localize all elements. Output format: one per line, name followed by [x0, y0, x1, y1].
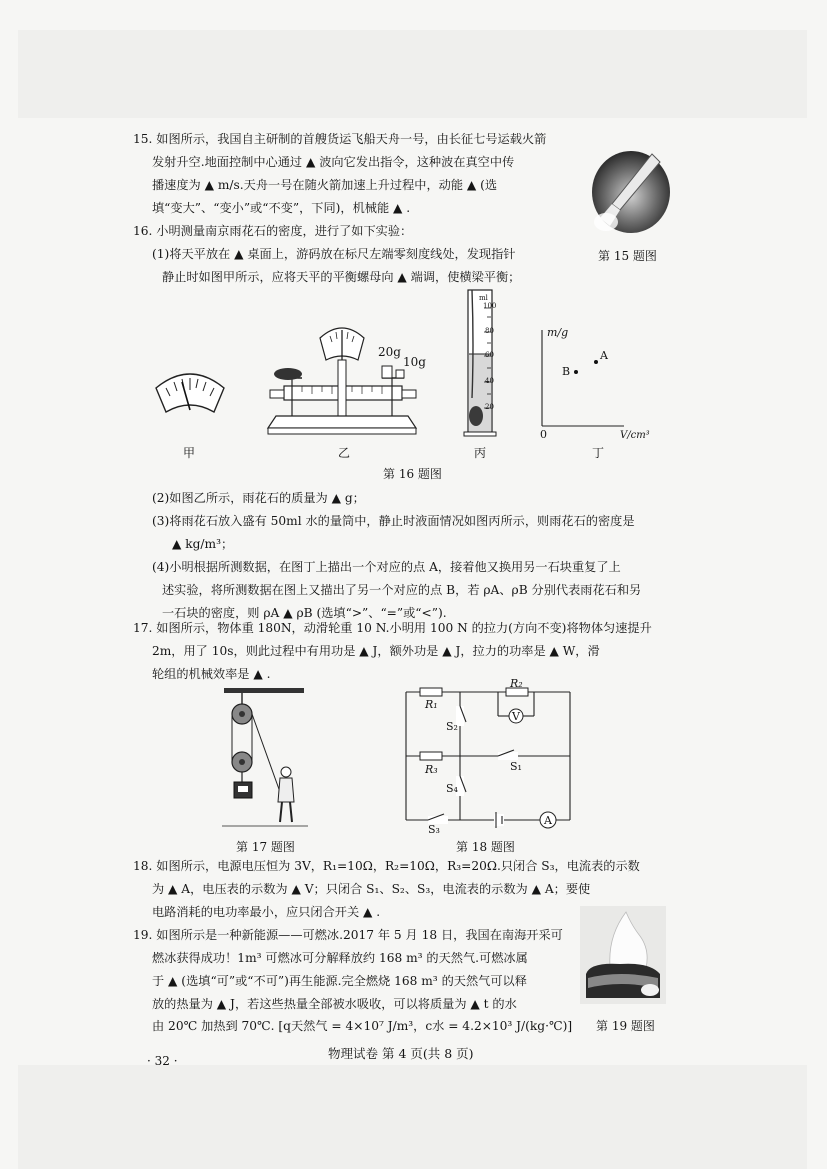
q16-line-9: 一石块的密度，则 ρA ▲ ρB (选填“>”、“=”或“<”). [162, 606, 447, 620]
fig18-s4-label: S₄ [446, 782, 458, 795]
q16-line-7: (4)小明根据所测数据，在图丁上描出一个对应的点 A，接着他又换用另一石块重复了上 [152, 560, 621, 574]
fig18-voltmeter-label: V [512, 710, 520, 723]
fig16-graph-ylabel: m/g [547, 326, 569, 339]
fig16-tick-60: 60 [485, 351, 494, 359]
fig19-caption: 第 19 题图 [596, 1019, 655, 1033]
fig16-weight-20g: 20g [378, 345, 401, 359]
fig16-graph-point-a: A [600, 349, 608, 362]
q16-line-8: 述实验，将所测数据在图上又描出了另一个对应的点 B，若 ρA、ρB 分别代表雨花石和另 [162, 583, 642, 597]
q18-line-3: 电路消耗的电功率最小，应只闭合开关 ▲ . [152, 905, 381, 919]
fig16-weight-10g: 10g [403, 355, 426, 369]
q16-line-6: ▲ kg/m³； [172, 537, 234, 551]
fig18-s1-label: S₁ [510, 760, 522, 773]
fig16-label-bing: 丙 [474, 446, 487, 460]
fig15-caption: 第 15 题图 [598, 249, 657, 263]
fig16-graph-ding [536, 326, 626, 430]
fig16-tick-100: 100 [483, 302, 497, 310]
fig17-pulley-image [222, 686, 308, 832]
q15-line-4: 填“变大”、“变小”或“不变”，下同)，机械能 ▲ . [152, 201, 411, 215]
fig16-dial-jia [152, 368, 228, 416]
fig18-s2-label: S₂ [446, 720, 458, 733]
fig18-r3-label: R₃ [425, 763, 438, 776]
q19-line-3: 于 ▲ (选填“可”或“不可”)再生能源.完全燃烧 168 m³ 的天然气可以释 [152, 974, 527, 988]
fig16-label-jia: 甲 [183, 446, 196, 460]
q18-line-1: 18. 如图所示，电源电压恒为 3V，R₁=10Ω，R₂=10Ω，R₃=20Ω.只闭合 S₃，电流表的示数 [133, 859, 640, 873]
fig16-graph-xlabel: V/cm³ [620, 430, 650, 441]
fig16-cylinder-unit: ml [479, 294, 488, 302]
fig18-s3-label: S₃ [428, 823, 440, 836]
fig18-ammeter-label: A [544, 814, 552, 827]
fig16-label-ding: 丁 [592, 446, 605, 460]
fig18-r1-label: R₁ [425, 698, 438, 711]
fig16-tick-80: 80 [485, 327, 494, 335]
fig19-ice-image [580, 906, 666, 1004]
q16-line-5: (3)将雨花石放入盛有 50ml 水的量筒中，静止时液面情况如图丙所示，则雨花石的密度是 [152, 514, 635, 528]
fig18-r2-label: R₂ [510, 677, 523, 690]
q16-line-3: 静止时如图甲所示，应将天平的平衡螺母向 ▲ 端调，使横梁平衡； [162, 270, 521, 284]
q17-line-3: 轮组的机械效率是 ▲ . [152, 667, 271, 681]
fig16-graph-point-b: B [562, 365, 571, 378]
page-number-mark: · 32 · [147, 1054, 178, 1068]
fig16-label-yi: 乙 [338, 446, 351, 460]
q18-line-2: 为 ▲ A，电压表的示数为 ▲ V；只闭合 S₁、S₂、S₃，电流表的示数为 ▲ A；要使 [152, 882, 591, 896]
q19-line-4: 放的热量为 ▲ J，若这些热量全部被水吸收，可以将质量为 ▲ t 的水 [152, 997, 517, 1011]
fig16-balance-yi [262, 316, 424, 438]
fig18-caption: 第 18 题图 [456, 840, 515, 854]
q15-line-2: 发射升空.地面控制中心通过 ▲ 波向它发出指令，这种波在真空中传 [152, 155, 515, 169]
fig16-graph-origin: 0 [540, 428, 547, 441]
fig16-tick-40: 40 [485, 377, 494, 385]
q15-line-1: 15. 如图所示，我国自主研制的首艘货运飞船天舟一号，由长征七号运载火箭 [133, 132, 547, 146]
q17-line-2: 2m，用了 10s，则此过程中有用功是 ▲ J，额外功是 ▲ J，拉力的功率是 ▲ W，滑 [152, 644, 600, 658]
graph-point-a-dot [594, 360, 598, 364]
q17-line-1: 17. 如图所示，物体重 180N，动滑轮重 10 N.小明用 100 N 的拉力(方向不变)将物体匀速提升 [133, 621, 652, 635]
q16-line-1: 16. 小明测量南京雨花石的密度，进行了如下实验： [133, 224, 413, 238]
fig16-tick-20: 20 [485, 403, 494, 411]
q19-line-5: 由 20℃ 加热到 70℃. [q天然气 = 4×10⁷ J/m³，c水 = 4.2×10³ J/(kg·℃)] [152, 1019, 573, 1033]
fig15-rocket-image [590, 148, 672, 234]
q15-line-3: 播速度为 ▲ m/s.天舟一号在随火箭加速上升过程中，动能 ▲ (选 [152, 178, 498, 192]
page-footer: 物理试卷 第 4 页(共 8 页) [328, 1046, 474, 1061]
q19-line-1: 19. 如图所示是一种新能源——可燃冰.2017 年 5 月 18 日，我国在南海开采可 [133, 928, 563, 942]
fig17-caption: 第 17 题图 [236, 840, 295, 854]
fig16-caption: 第 16 题图 [383, 467, 442, 481]
graph-point-b-dot [574, 370, 578, 374]
q19-line-2: 燃冰获得成功！1m³ 可燃冰可分解释放约 168 m³ 的天然气.可燃冰属 [152, 951, 528, 965]
q16-line-4: (2)如图乙所示，雨花石的质量为 ▲ g； [152, 491, 365, 505]
q16-line-2: (1)将天平放在 ▲ 桌面上，游码放在标尺左端零刻度线处，发现指针 [152, 247, 516, 261]
